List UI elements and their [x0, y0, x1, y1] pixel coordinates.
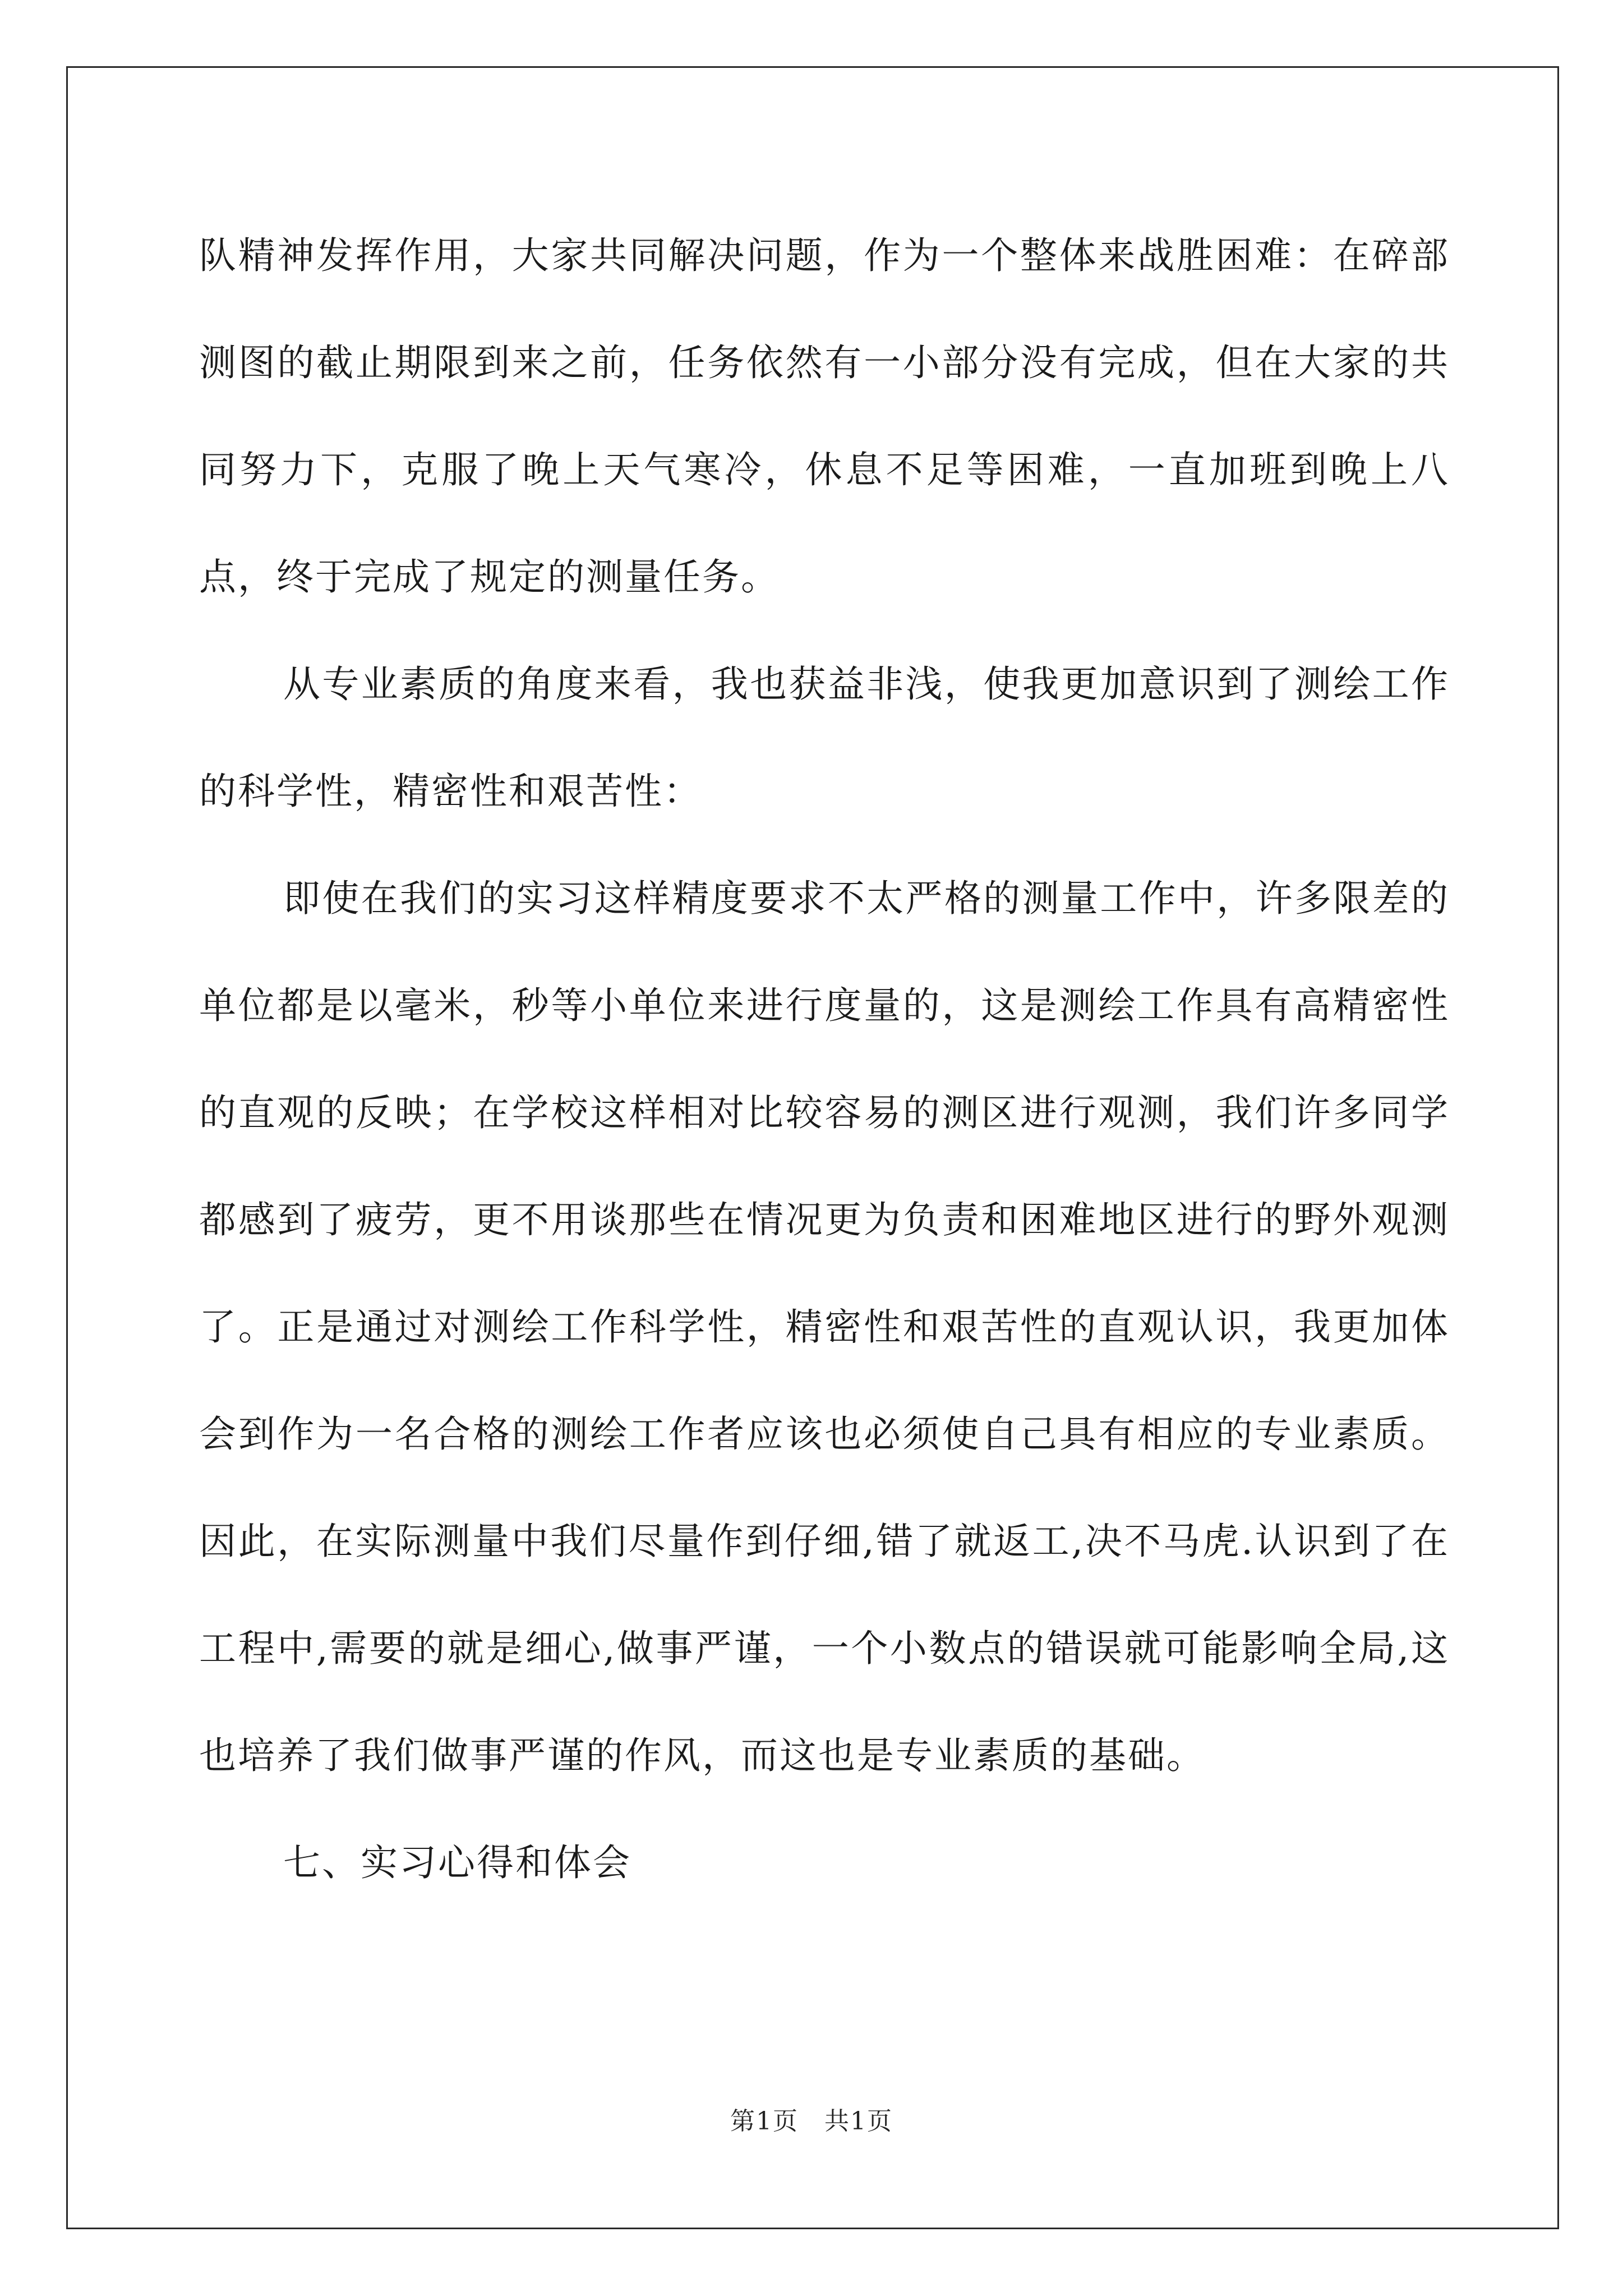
paragraph-professional-quality-detail: 即使在我们的实习这样精度要求不太严格的测量工作中，许多限差的单位都是以毫米，秒等小单位来进行度量的，这是测绘工作具有高精密性的直观的反映；在学校这样相对比较容易的测区进行观测，我们许多同学都感到了疲劳，更不用谈那些在情况更为负责和困难地区进行的野外观测了。正是通过对测绘工作科学性，精密性和艰苦性的直观认识，我更加体会到作为一名合格的测绘工作者应该也必须使自己具有相应的专业素质。因此，在实际测量中我们尽量作到仔细,错了就返工,决不马虎.认识到了在工程中,需要的就是细心,做事严谨，一个小数点的错误就可能影响全局,这也培养了我们做事严谨的作风，而这也是专业素质的基础。 — [199, 877, 1450, 1777]
document-body — [199, 202, 1450, 1916]
section-heading-internship-reflections: 七、实习心得和体会 — [283, 1841, 631, 1884]
paragraph-professional-quality-intro: 从专业素质的角度来看，我也获益非浅，使我更加意识到了测绘工作的科学性，精密性和艰苦性： — [199, 662, 1450, 813]
page-number-footer: 第1页 共1页 — [730, 2107, 893, 2136]
paragraph-continuation: 队精神发挥作用，大家共同解决问题，作为一个整体来战胜困难：在碎部测图的截止期限到来之前，任务依然有一小部分没有完成，但在大家的共同努力下，克服了晚上天气寒冷，休息不足等困难，一直加班到晚上八点，终于完成了规定的测量任务。 — [199, 234, 1450, 599]
